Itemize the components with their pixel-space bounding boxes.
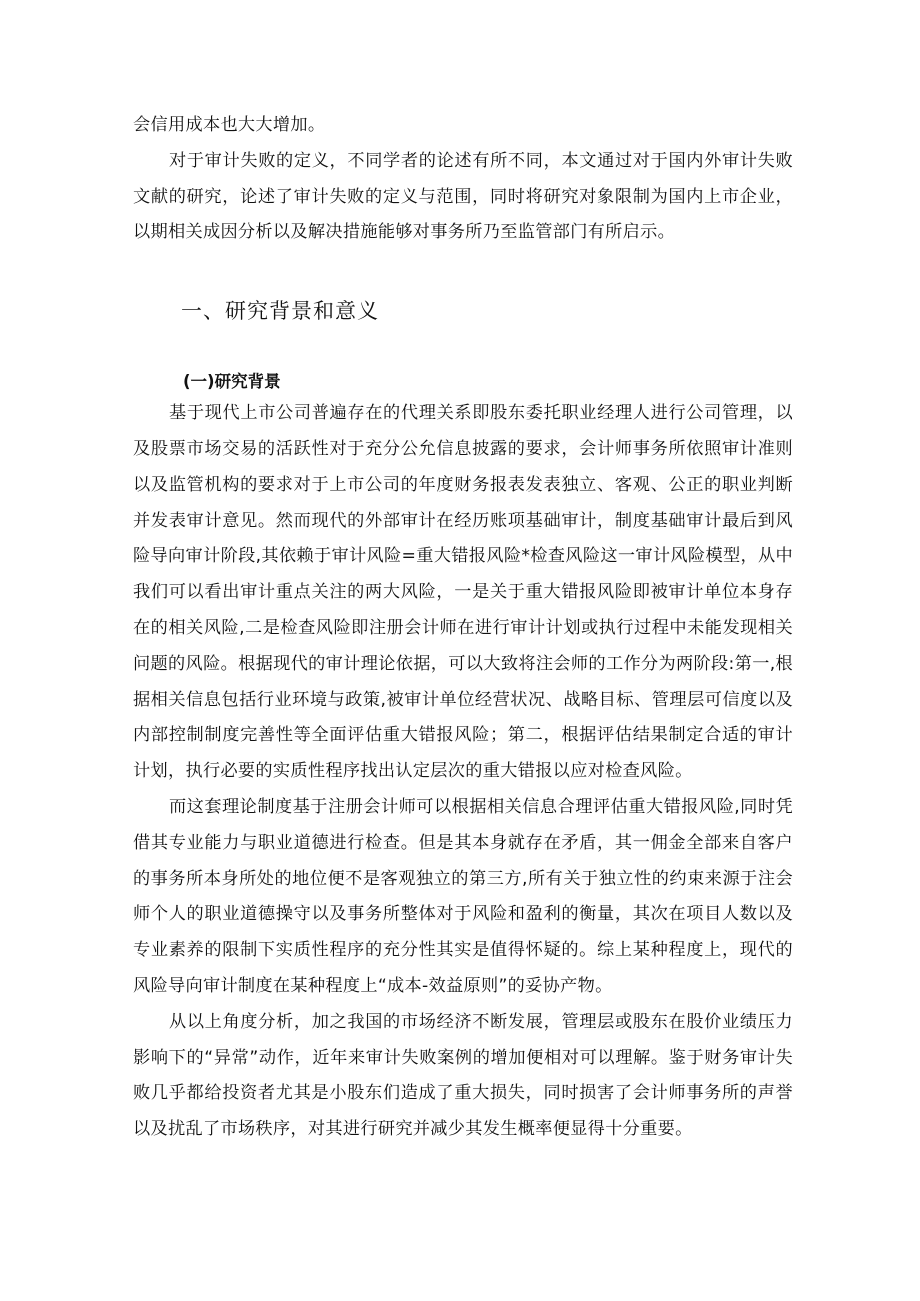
document-body xyxy=(133,108,793,1148)
section-title: 一、研究背景和意义 xyxy=(181,299,379,324)
paragraph-continuation: 会信用成本也大大增加。 xyxy=(133,115,326,135)
paragraph-background-2: 而这套理论制度基于注册会计师可以根据相关信息合理评估重大错报风险,同时凭借其专业能力与职业道德进行检查。但是其本身就存在矛盾，其一佣金全部来自客户的事务所本身所处的地位便不是客观独立的第三方,所有关于独立性的约束来源于注会师个人的职业道德操守以及事务所整体对于风险和盈利的衡量，其次在项目人数以及专业素养的限制下实质性程序的充分性其实是值得怀疑的。综上某种程度上，现代的风险导向审计制度在某种程度上“成本-效益原则”的妥协产物。 xyxy=(133,796,793,996)
paragraph-definition: 对于审计失败的定义，不同学者的论述有所不同，本文通过对于国内外审计失败文献的研究，论述了审计失败的定义与范围，同时将研究对象限制为国内上市企业，以期相关成因分析以及解决措施能够对事务所乃至监管部门有所启示。 xyxy=(133,150,793,243)
paragraph-background-3: 从以上角度分析，加之我国的市场经济不断发展，管理层或股东在股价业绩压力影响下的“异常”动作，近年来审计失败案例的增加便相对可以理解。鉴于财务审计失败几乎都给投资者尤其是小股东们造成了重大损失，同时损害了会计师事务所的声誉以及扰乱了市场秩序，对其进行研究并减少其发生概率便显得十分重要。 xyxy=(133,1011,793,1140)
subsection-title: (一)研究背景 xyxy=(183,372,281,392)
paragraph-background-1: 基于现代上市公司普遍存在的代理关系即股东委托职业经理人进行公司管理，以及股票市场交易的活跃性对于充分公允信息披露的要求，会计师事务所依照审计准则以及监管机构的要求对于上市公司的年度财务报表发表独立、客观、公正的职业判断并发表审计意见。然而现代的外部审计在经历账项基础审计，制度基础审计最后到风险导向审计阶段,其依赖于审计风险=重大错报风险*检查风险这一审计风险模型，从中我们可以看出审计重点关注的两大风险，一是关于重大错报风险即被审计单位本身存在的相关风险,二是检查风险即注册会计师在进行审计计划或执行过程中未能发现相关问题的风险。根据现代的审计理论依据，可以大致将注会师的工作分为两阶段:第一,根据相关信息包括行业环境与政策,被审计单位经营状况、战略目标、管理层可信度以及内部控制制度完善性等全面评估重大错报风险；第二，根据评估结果制定合适的审计计划，执行必要的实质性程序找出认定层次的重大错报以应对检查风险。 xyxy=(133,403,793,782)
